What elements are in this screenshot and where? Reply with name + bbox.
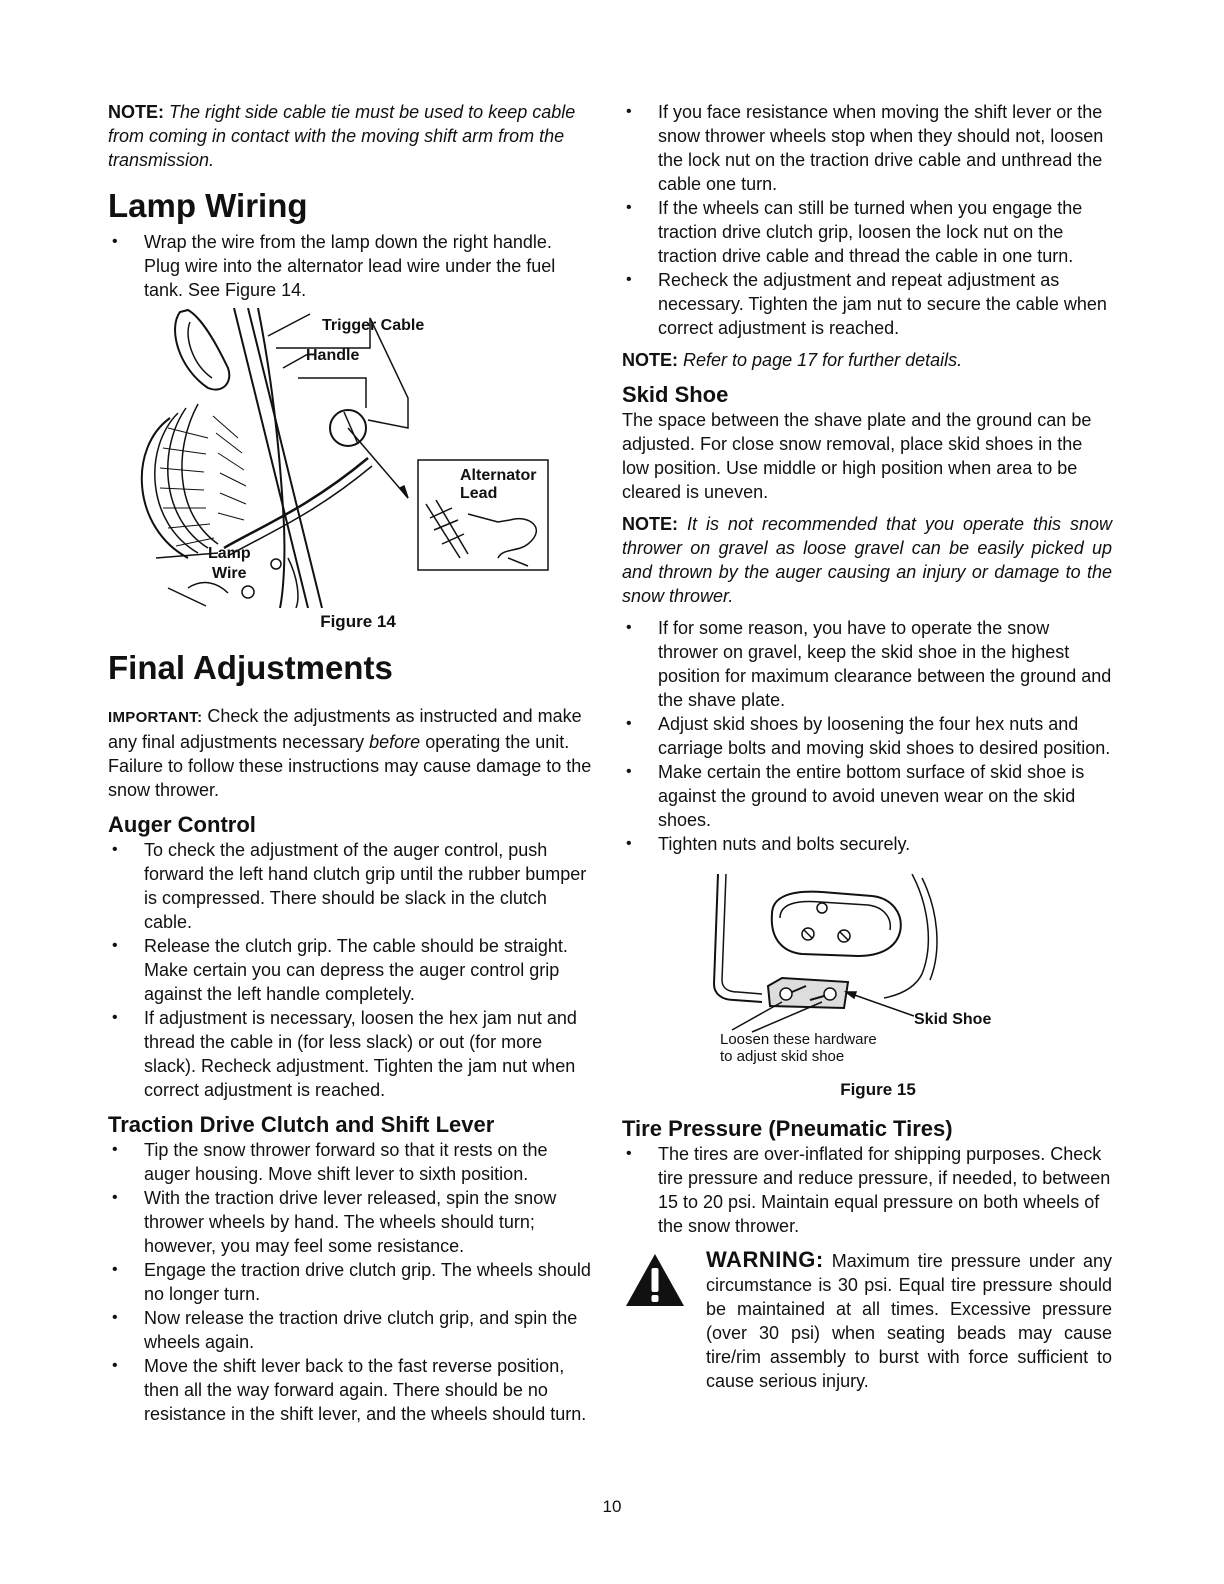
important-paragraph [108,704,592,802]
list-item: • If you face resistance when moving the shift lever or the snow thrower wheels stop when they should not, loosen the lock nut on the traction drive cable and unthread the cable one turn. [622,100,1112,196]
lamp-wiring-list [108,230,592,302]
note-cable-tie [108,100,592,172]
label-lamp: Lamp [208,545,251,562]
final-adjustments-heading: Final Adjustments [108,649,393,686]
list-item: • Tighten nuts and bolts securely. [622,832,1112,856]
label-lead: Lead [460,485,498,502]
figure-15-caption: Figure 15 [840,1080,916,1099]
warning-icon [624,1252,686,1308]
figure-14-illustration [108,308,592,608]
auger-control-list [108,838,592,1102]
page-number: 10 [602,1497,622,1516]
note-label: NOTE: [108,102,164,122]
list-item: • Wrap the wire from the lamp down the right handle. Plug wire into the alternator lead wire under the fuel tank. See Figure 14. [108,230,592,302]
list-item: • Now release the traction drive clutch grip, and spin the wheels again. [108,1306,592,1354]
label-wire: Wire [212,565,247,582]
list-item: • If the wheels can still be turned when you engage the traction drive clutch grip, loosen the lock nut on the traction drive cable and thread the cable in one turn. [622,196,1112,268]
label-alternator: Alternator [460,467,537,484]
list-item: • Release the clutch grip. The cable should be straight. Make certain you can depress the auger control grip against the left handle completely. [108,934,592,1006]
list-item: • If adjustment is necessary, loosen the hex jam nut and thread the cable in (for less slack) or out (for more slack). Recheck adjustment. Tighten the jam nut when correct adjustment is reached. [108,1006,592,1102]
tire-pressure-heading: Tire Pressure (Pneumatic Tires) [622,1116,953,1141]
traction-list [108,1138,592,1426]
left-column [108,100,592,1426]
note-label: NOTE: [622,350,678,370]
figure-15-illustration [622,874,1112,1084]
tire-pressure-list [622,1142,1112,1238]
note-text: It is not recommended that you operate this snow thrower on gravel as loose gravel can be easily picked up and thrown by the auger causing an injury or damage to the snow thrower. [622,514,1112,606]
list-item: • Adjust skid shoes by loosening the four hex nuts and carriage bolts and moving skid shoes to desired position. [622,712,1112,760]
list-item: • Engage the traction drive clutch grip. The wheels should no longer turn. [108,1258,592,1306]
note-label: NOTE: [622,514,678,534]
label-handle: Handle [306,347,360,364]
warning-paragraph [706,1248,1112,1393]
list-item: • The tires are over-inflated for shipping purposes. Check tire pressure and reduce pressure, if needed, to between 15 to 20 psi. Maintain equal pressure on both wheels of the snow thrower. [622,1142,1112,1238]
label-loosen-line1: Loosen these hardware [720,1031,877,1048]
lamp-wiring-heading: Lamp Wiring [108,187,308,224]
important-text-emph: before [369,732,421,752]
skid-shoe-paragraph: The space between the shave plate and the ground can be adjusted. For close snow removal, place skid shoes in the low position. Use middle or high position when area to be cleared is uneven. [622,410,1092,502]
label-trigger-cable: Trigger Cable [322,317,425,334]
list-item: • If for some reason, you have to operate the snow thrower on gravel, keep the skid shoe in the highest position for maximum clearance between the ground and the shave plate. [622,616,1112,712]
list-item: • Recheck the adjustment and repeat adjustment as necessary. Tighten the jam nut to secure the cable when correct adjustment is reached. [622,268,1112,340]
list-item: • To check the adjustment of the auger control, push forward the left hand clutch grip until the rubber bumper is compressed. There should be slack in the clutch cable. [108,838,592,934]
auger-control-heading: Auger Control [108,812,256,837]
skid-shoe-list [622,616,1112,856]
note-refer [622,348,1112,372]
list-item: • Make certain the entire bottom surface of skid shoe is against the ground to avoid uneven wear on the skid shoes. [622,760,1112,832]
note-text: Refer to page 17 for further details. [683,350,963,370]
important-text-after: operating the unit. Failure to follow these instructions may cause damage to the snow thrower. [108,732,592,800]
label-loosen-line2: to adjust skid shoe [720,1048,845,1065]
figure-14-caption: Figure 14 [320,612,396,631]
right-column [622,100,1112,1393]
important-text-before: Check the adjustments as instructed and make any final adjustments necessary [108,706,582,752]
warning-text: Maximum tire pressure under any circumstance is 30 psi. Equal tire pressure should be maintained at all times. Excessive pressure (over 30 psi) when seating beads may cause tire/rim assembly to burst with force sufficient to cause serious injury. [706,1251,1112,1391]
skid-shoe-heading: Skid Shoe [622,382,729,407]
list-item: • Move the shift lever back to the fast reverse position, then all the way forward again. There should be no resistance in the shift lever, and the wheels should turn. [108,1354,592,1426]
list-item: • Tip the snow thrower forward so that it rests on the auger housing. Move shift lever to sixth position. [108,1138,592,1186]
note-gravel [622,512,1112,608]
warning-block [622,1248,1112,1393]
warning-label: WARNING: [706,1247,824,1272]
important-label: IMPORTANT: [108,709,203,726]
traction-continued-list [622,100,1112,340]
note-text: The right side cable tie must be used to keep cable from coming in contact with the moving shift arm from the transmission. [108,102,576,170]
list-item: • With the traction drive lever released, spin the snow thrower wheels by hand. The wheels should turn; however, you may feel some resistance. [108,1186,592,1258]
traction-heading: Traction Drive Clutch and Shift Lever [108,1112,495,1137]
figure-15 [622,874,1112,1110]
figure-14 [108,308,592,634]
label-skid-shoe: Skid Shoe [914,1011,992,1028]
